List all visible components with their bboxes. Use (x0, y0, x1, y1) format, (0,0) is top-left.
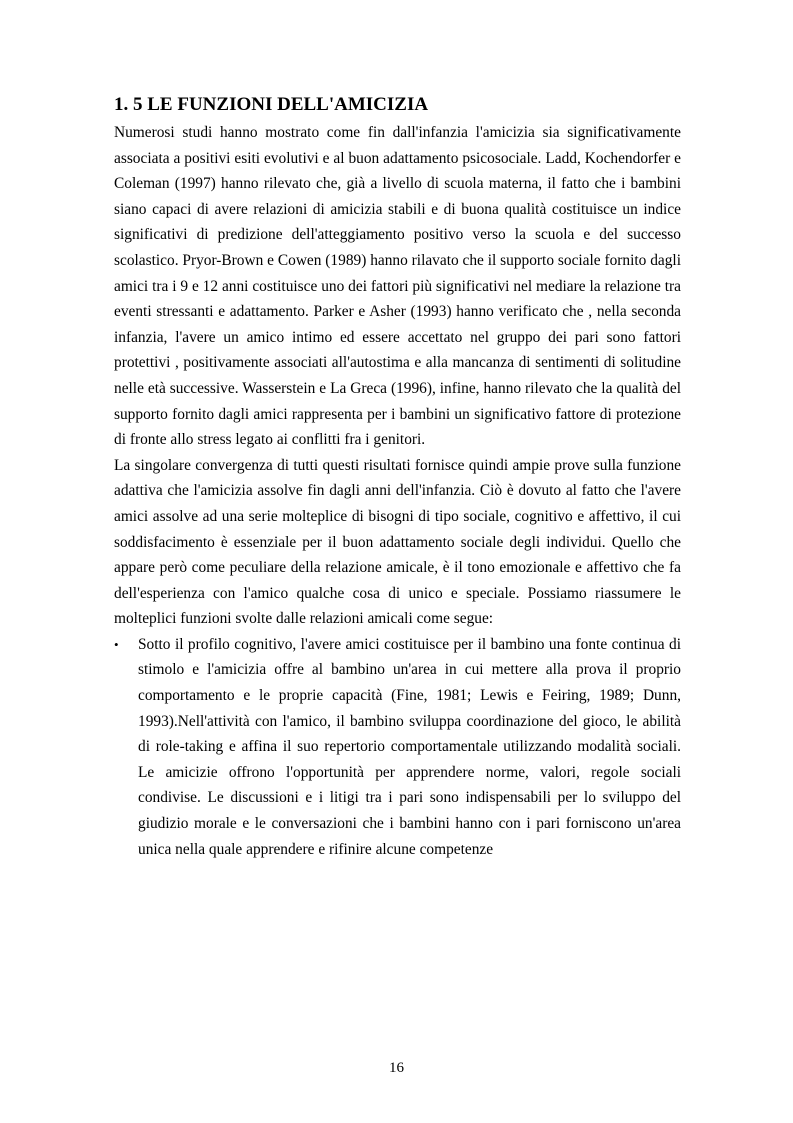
paragraph-2: La singolare convergenza di tutti questi risultati fornisce quindi ampie prove sulla funzione adattiva che l'amicizia assolve fin dagli anni dell'infanzia. Ciò è dovuto al fatto che l'avere amici assolve ad una serie molteplice di bisogni di tipo sociale, cognitivo e affettivo, il cui soddisfacimento è essenziale per il buon adattamento sociale degli individui. Quello che appare però come peculiare della relazione amicale, è il tono emozionale e affettivo che fa dell'esperienza con l'amico qualche cosa di unico e speciale. Possiamo riassumere le molteplici funzioni svolte dalle relazioni amicali come segue: (114, 456, 681, 628)
paragraph-1: Numerosi studi hanno mostrato come fin dall'infanzia l'amicizia sia significativamente associata a positivi esiti evolutivi e al buon adattamento psicosociale. Ladd, Kochendorfer e Coleman (1997) hanno rilevato che, già a livello di scuola materna, il fatto che i bambini siano capaci di avere relazioni di amicizia stabili e di buona qualità costituisce un indice significativi di predizione dell'atteggiamento positivo verso la scuola e del successo scolastico. Pryor-Brown e Cowen (1989) hanno rilavato che il supporto sociale fornito dagli amici tra i 9 e 12 anni costituisce uno dei fattori più significativi nel mediare la relazione tra eventi stressanti e adattamento. Parker e Asher (1993) hanno verificato che , nella seconda infanzia, l'avere un amico intimo ed essere accettato nel gruppo dei pari sono fattori protettivi , positivamente associati all'autostima e alla mancanza di sentimenti di solitudine nelle età successive. Wasserstein e La Greca (1996), infine, hanno rilevato che la qualità del supporto fornito dagli amici rappresenta per i bambini un significativo fattore di protezione di fronte allo stress legato ai conflitti fra i genitori. (114, 124, 681, 449)
bullet-item-cognitive (114, 632, 681, 862)
bullet-list (114, 632, 681, 862)
section-heading: 1. 5 LE FUNZIONI DELL'AMICIZIA (114, 94, 429, 115)
bullet-text: Sotto il profilo cognitivo, l'avere amici costituisce per il bambino una fonte continua di stimolo e l'amicizia offre al bambino un'area in cui mettere alla prova il proprio comportamento e le proprie capacità (Fine, 1981; Lewis e Feiring, 1989; Dunn, 1993).Nell'attività con l'amico, il bambino sviluppa coordinazione del gioco, le abilità di role-taking e affina il suo repertorio comportamentale utilizzando modalità sociali. Le amicizie offrono l'opportunità per apprendere norme, valori, regole sociali condivise. Le discussioni e i litigi tra i pari sono indispensabili per lo sviluppo del giudizio morale e le conversazioni che i bambini hanno con i pari forniscono un'area unica nella quale apprendere e rifinire alcune competenze (138, 635, 681, 858)
page-number: 16 (389, 1060, 404, 1076)
page-content (114, 90, 681, 862)
bullet-dot-icon: • (114, 636, 119, 652)
